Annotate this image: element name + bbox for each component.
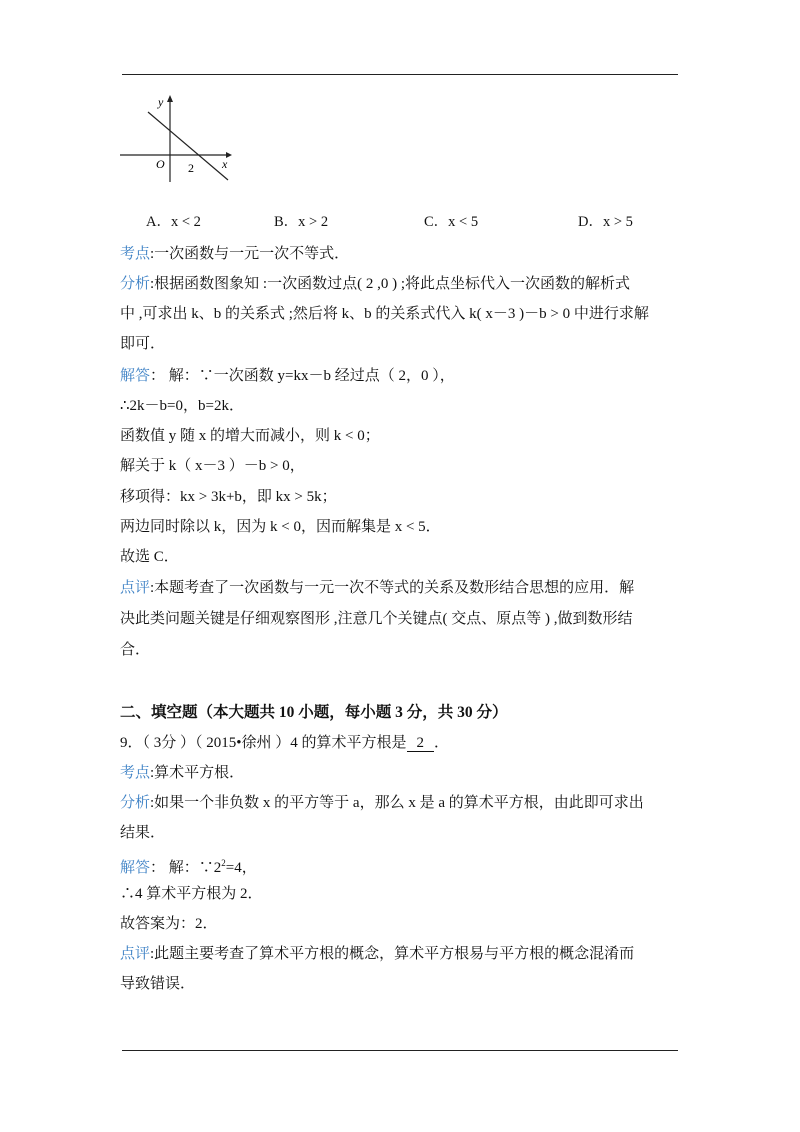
q9-dianping-line-1 [120, 944, 634, 964]
q9-kaodian [120, 763, 244, 783]
q8-fenxi-line-3: 即可． [120, 336, 166, 352]
kaodian-text: :算术平方根． [150, 765, 245, 781]
q8-fenxi-line-1 [120, 274, 630, 294]
fenxi-text: :如果一个非负数 x 的平方等于 a，那么 x 是 a 的算术平方根，由此即可求出 [150, 795, 644, 811]
kaodian-tag: 考点 [120, 765, 151, 781]
q9-fenxi-line-2: 结果． [120, 825, 166, 841]
function-graph [118, 92, 238, 184]
q9-stem-end: ． [434, 735, 450, 751]
kaodian-tag: 考点 [120, 246, 151, 262]
q9-fenxi-line-1 [120, 793, 644, 813]
q8-jieda-line-5: 移项得：kx > 3k+b，即 kx > 5k； [120, 489, 337, 505]
option-c[interactable]: C．x < 5 [424, 214, 479, 230]
q8-jieda-line-2: ∴2k－b=0，b=2k． [120, 398, 244, 414]
dianping-tag: 点评 [120, 946, 151, 962]
q8-jieda-line-4: 解关于 k（ x－3 ）－b > 0， [120, 458, 305, 474]
q8-fenxi-line-2: 中 ,可求出 k、b 的关系式 ;然后将 k、b 的关系式代入 k( x－3 )－b > 0 中进行求解 [120, 306, 649, 322]
tick-label-2: 2 [188, 161, 194, 175]
dianping-text: :此题主要考查了算术平方根的概念，算术平方根易与平方根的概念混淆而 [150, 946, 635, 962]
header-rule [122, 74, 678, 75]
y-axis-arrow [167, 95, 173, 102]
q8-jieda-line-1 [120, 366, 455, 386]
fenxi-tag: 分析 [120, 276, 151, 292]
footer-rule [122, 1050, 678, 1051]
jieda-text: ： 解：∵一次函数 y=kx－b 经过点（ 2，0 ）， [150, 368, 455, 384]
jieda-suffix: =4， [225, 860, 257, 876]
q8-jieda-line-3: 函数值 y 随 x 的增大而减小，则 k < 0； [120, 428, 380, 444]
x-axis-label: x [222, 157, 228, 171]
q8-jieda-line-6: 两边同时除以 k，因为 k < 0，因而解集是 x < 5． [120, 519, 441, 535]
q9-stem-text: 9．（ 3分 ）（ 2015•徐州 ）4 的算术平方根是 [120, 735, 407, 751]
dianping-tag: 点评 [120, 580, 151, 596]
q8-jieda-line-7: 故选 C． [120, 549, 179, 565]
section-heading: 二、填空题（本大题共 10 小题，每小题 3 分，共 30 分） [120, 704, 508, 721]
y-axis-label: y [158, 95, 164, 109]
kaodian-text: :一次函数与一元一次不等式． [150, 246, 350, 262]
q8-dianping-line-1 [120, 578, 634, 598]
q8-dianping-line-2: 决此类问题关键是仔细观察图形 ,注意几个关键点( 交点、原点等 ) ,做到数形结 [120, 611, 633, 627]
q9-jieda-line-1 [120, 853, 257, 878]
jieda-tag: 解答 [120, 368, 151, 384]
fenxi-tag: 分析 [120, 795, 151, 811]
q8-kaodian [120, 244, 349, 264]
origin-label: O [156, 157, 165, 171]
q9-stem [120, 733, 449, 753]
q9-answer-blank[interactable]: 2 [407, 735, 435, 752]
option-b[interactable]: B．x > 2 [274, 214, 329, 230]
q9-dianping-line-2: 导致错误． [120, 976, 196, 992]
option-d[interactable]: D．x > 5 [578, 214, 633, 230]
q9-jieda-line-2: ∴4 算术平方根为 2． [120, 886, 263, 902]
q9-jieda-line-3: 故答案为：2． [120, 916, 218, 932]
dianping-text: :本题考查了一次函数与一元一次不等式的关系及数形结合思想的应用．解 [150, 580, 635, 596]
fenxi-text: :根据函数图象知 :一次函数过点( 2 ,0 ) ;将此点坐标代入一次函数的解析式 [150, 276, 631, 292]
jieda-prefix: ： 解：∵2 [150, 860, 222, 876]
jieda-exponent: 2 [221, 858, 226, 868]
q8-dianping-line-3: 合． [120, 642, 151, 658]
option-a[interactable]: A．x < 2 [146, 214, 201, 230]
jieda-tag: 解答 [120, 860, 151, 876]
